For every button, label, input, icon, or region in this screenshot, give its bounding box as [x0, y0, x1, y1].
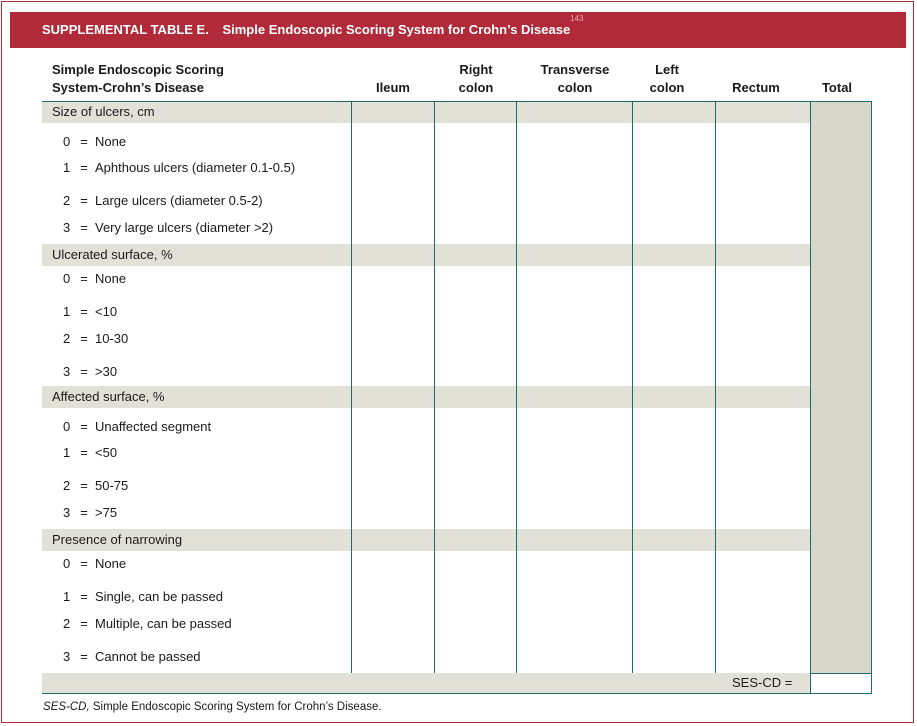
item-equals: =	[80, 134, 88, 149]
item-equals: =	[80, 160, 88, 175]
section-title-ulcer-size: Size of ulcers, cm	[52, 104, 155, 119]
item-equals: =	[80, 649, 88, 664]
item-text: 10-30	[95, 331, 129, 346]
section-title-affected-surface: Affected surface, %	[52, 389, 165, 404]
header-transverse-colon-line1: Transverse	[540, 62, 610, 77]
item-equals: =	[80, 364, 88, 379]
item-text: Single, can be passed	[95, 589, 223, 604]
item-score: 3	[63, 364, 71, 379]
list-item	[63, 419, 211, 435]
item-score: 1	[63, 589, 71, 604]
header-rule	[42, 101, 872, 102]
list-item	[63, 160, 295, 176]
column-divider	[351, 101, 352, 673]
item-text: Cannot be passed	[95, 649, 201, 664]
header-rectum: Rectum	[732, 80, 780, 95]
item-score: 1	[63, 445, 71, 460]
header-total: Total	[821, 80, 853, 95]
item-equals: =	[80, 304, 88, 319]
item-equals: =	[80, 220, 88, 235]
section-band-ulcer-size	[42, 101, 810, 123]
item-score: 3	[63, 220, 71, 235]
footnote-abbreviation: SES-CD,	[43, 701, 90, 713]
item-text: >30	[95, 364, 118, 379]
ses-cd-label: SES-CD =	[732, 675, 793, 690]
list-item	[63, 589, 223, 605]
item-text: >75	[95, 505, 118, 520]
section-title-narrowing: Presence of narrowing	[52, 532, 183, 547]
item-score: 2	[63, 193, 71, 208]
item-score: 0	[63, 556, 71, 571]
list-item	[63, 649, 201, 665]
item-score: 0	[63, 134, 71, 149]
footer-band	[42, 673, 810, 693]
header-right-colon-line2: colon	[458, 80, 494, 95]
item-equals: =	[80, 505, 88, 520]
header-scoring-system-line1: Simple Endoscopic Scoring	[52, 62, 224, 77]
item-equals: =	[80, 331, 88, 346]
list-item	[63, 193, 263, 209]
item-text: <10	[95, 304, 118, 319]
table-label: SUPPLEMENTAL TABLE E.	[42, 22, 209, 37]
item-text: None	[95, 134, 127, 149]
item-text: Aphthous ulcers (diameter 0.1-0.5)	[95, 160, 296, 175]
header-scoring-system-line2: System-Crohn’s Disease	[52, 80, 204, 95]
item-text: Unaffected segment	[95, 419, 212, 434]
footnote-text: Simple Endoscopic Scoring System for Crohn’s Disease.	[92, 701, 382, 713]
reference-number: 143	[570, 14, 584, 23]
bottom-rule	[42, 693, 872, 694]
list-item	[63, 304, 117, 320]
list-item	[63, 556, 126, 572]
section-title-ulcerated-surface: Ulcerated surface, %	[52, 247, 173, 262]
list-item	[63, 478, 128, 494]
item-equals: =	[80, 193, 88, 208]
header-scoring-system	[52, 61, 302, 97]
total-left-border	[810, 101, 811, 693]
item-equals: =	[80, 616, 88, 631]
item-text: Very large ulcers (diameter >2)	[95, 220, 274, 235]
item-score: 0	[63, 271, 71, 286]
list-item	[63, 220, 273, 236]
item-equals: =	[80, 445, 88, 460]
header-ileum: Ileum	[376, 80, 410, 95]
list-item	[63, 505, 117, 521]
item-text: Large ulcers (diameter 0.5-2)	[95, 193, 263, 208]
item-score: 2	[63, 616, 71, 631]
item-text: None	[95, 556, 127, 571]
item-score: 1	[63, 304, 71, 319]
item-score: 2	[63, 478, 71, 493]
total-right-border	[871, 101, 872, 693]
item-equals: =	[80, 419, 88, 434]
header-left-colon	[633, 61, 701, 97]
table-footnote	[43, 700, 382, 714]
item-text: None	[95, 271, 127, 286]
item-score: 1	[63, 160, 71, 175]
item-text: <50	[95, 445, 118, 460]
column-divider	[434, 101, 435, 673]
header-right-colon	[435, 61, 517, 97]
column-divider	[632, 101, 633, 673]
total-column	[810, 101, 872, 673]
header-left-colon-line1: Left	[655, 62, 679, 77]
column-divider	[516, 101, 517, 673]
list-item	[63, 445, 117, 461]
list-item	[63, 364, 117, 380]
item-equals: =	[80, 589, 88, 604]
table-title: Simple Endoscopic Scoring System for Crohn’s Disease	[222, 22, 571, 37]
header-transverse-colon	[517, 61, 633, 97]
item-text: 50-75	[95, 478, 129, 493]
table-title-banner	[10, 12, 906, 48]
header-left-colon-line2: colon	[649, 80, 685, 95]
item-text: Multiple, can be passed	[95, 616, 232, 631]
list-item	[63, 134, 126, 150]
item-equals: =	[80, 556, 88, 571]
item-equals: =	[80, 271, 88, 286]
total-cell-top-rule	[810, 673, 872, 674]
list-item	[63, 331, 128, 347]
header-transverse-colon-line2: colon	[557, 80, 593, 95]
item-score: 3	[63, 649, 71, 664]
header-right-colon-line1: Right	[459, 62, 493, 77]
list-item	[63, 271, 126, 287]
item-score: 3	[63, 505, 71, 520]
item-score: 0	[63, 419, 71, 434]
item-score: 2	[63, 331, 71, 346]
list-item	[63, 616, 232, 632]
column-divider	[715, 101, 716, 673]
item-equals: =	[80, 478, 88, 493]
